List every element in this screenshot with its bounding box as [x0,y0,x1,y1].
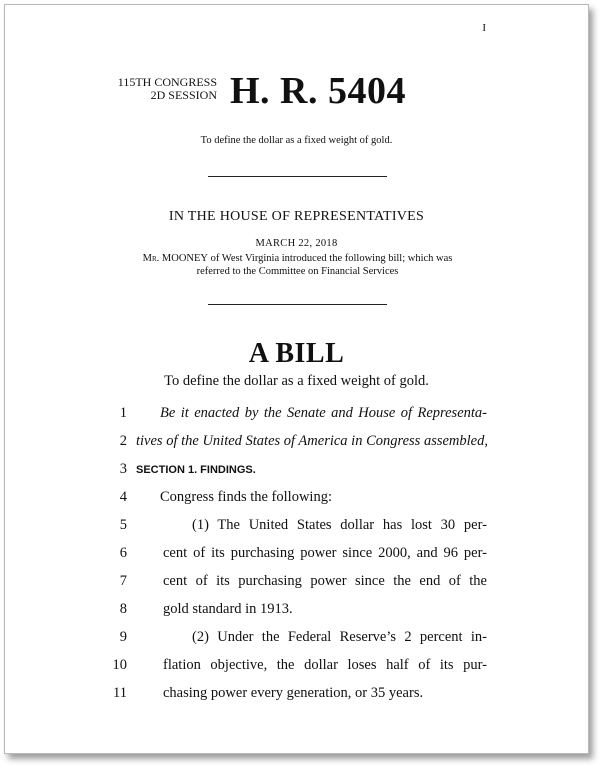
enacting-clause-line: Be it enacted by the Senate and House of Representa- [160,405,487,421]
bill-text-line: gold standard in 1913. [163,601,293,617]
congress-label: 115TH CONGRESS [117,75,217,89]
introduction-text: of West Virginia introduced the following bill; which was [207,253,453,264]
line-number: 10 [112,657,127,673]
bill-text-line: cent of its purchasing power since 2000, and 96 per- [163,545,487,561]
line-number: 4 [119,489,127,505]
bill-text-line: chasing power every generation, or 35 years. [163,685,424,701]
introduction-line-2: referred to the Committee on Financial Services [196,266,399,277]
enacting-clause-line: tives of the United States of America in Congress assembled, [136,433,488,449]
bill-page [4,4,589,754]
bill-purpose: To define the dollar as a fixed weight of gold. [164,373,429,389]
divider-rule [208,304,387,305]
line-number: 2 [119,433,127,449]
line-number: 6 [119,545,127,561]
line-number: 5 [119,517,127,533]
line-number: 8 [119,601,127,617]
chamber-heading: IN THE HOUSE OF REPRESENTATIVES [168,209,425,224]
line-number: 3 [119,461,127,477]
bill-text-line: cent of its purchasing power since the end of the [163,573,487,589]
bill-number: H. R. 5404 [230,70,406,112]
bill-heading: A BILL [248,338,345,369]
divider-rule [208,176,387,177]
page-number: I [482,22,486,34]
line-number: 11 [113,685,127,701]
short-title: To define the dollar as a fixed weight of gold. [200,135,393,146]
line-number: 9 [119,629,127,645]
line-number: 7 [119,573,127,589]
bill-text-line: (2) Under the Federal Reserve’s 2 percent in- [192,629,487,645]
bill-text-line: flation objective, the dollar loses half of its pur- [163,657,487,673]
bill-text-line: Congress finds the following: [160,489,332,505]
introduction-date: MARCH 22, 2018 [255,238,338,249]
introduction-line-1 [105,252,490,265]
bill-text-line: (1) The United States dollar has lost 30 per- [192,517,487,533]
line-number: 1 [119,405,127,421]
sponsor-name: Mr. MOONEY [142,253,208,264]
introduction-statement [105,252,490,278]
congress-session [105,76,217,102]
session-label: 2D SESSION [150,88,217,102]
section-heading: SECTION 1. FINDINGS. [136,464,256,476]
